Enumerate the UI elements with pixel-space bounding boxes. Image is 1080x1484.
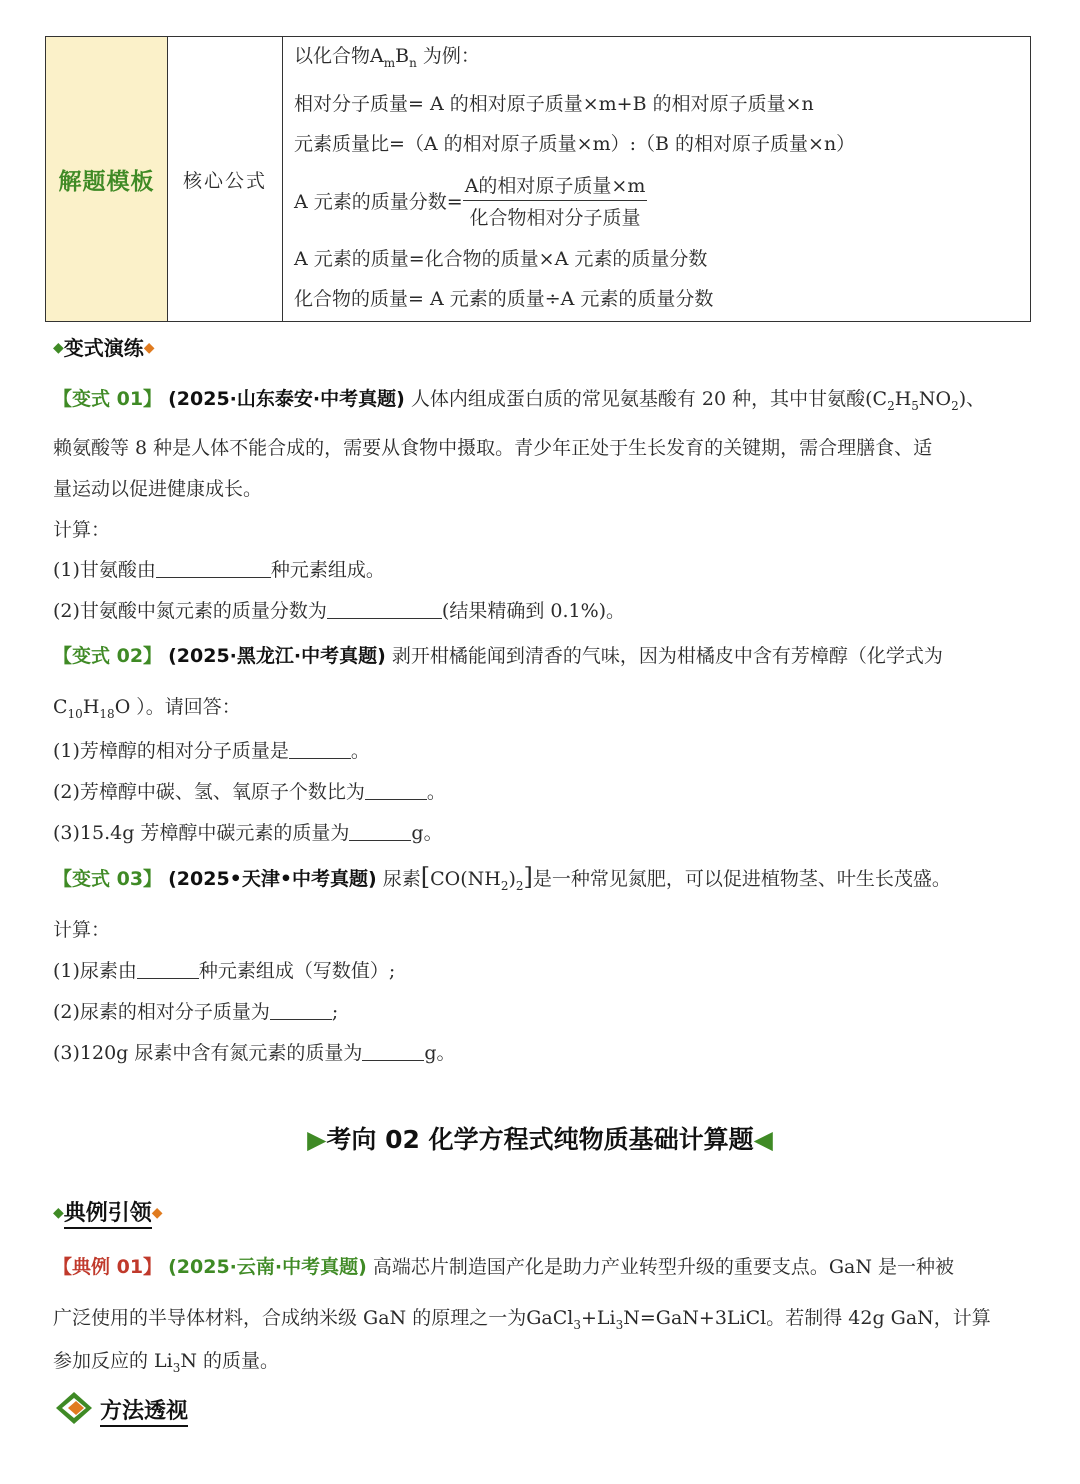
answer-blank[interactable] xyxy=(270,1001,332,1020)
formula-mass-ratio: 元素质量比=（A 的相对原子质量×m）:（B 的相对原子质量×n） xyxy=(294,133,856,155)
v1-question-2: (2)甘氨酸中氮元素的质量分数为 (结果精确到 0.1%)。 xyxy=(53,600,626,622)
answer-blank[interactable] xyxy=(349,822,411,841)
e1-line3: 参加反应的 $Li_3N$ 的质量。 xyxy=(53,1350,280,1375)
method-section-title: 方法透视 xyxy=(100,1394,188,1425)
e1-line2: 广泛使用的半导体材料，合成纳米级 GaN 的原理之一为$GaCl_3+Li_3N=GaN+3LiCl$。若制得 42g GaN，计算 xyxy=(53,1307,991,1332)
formula-mass-fraction: A 元素的质量分数= $\frac{\text{A的相对原子质量×m}}{\text{化合物相对分子质量}}$ xyxy=(294,171,647,230)
formula-element-mass: A 元素的质量=化合物的质量×A 元素的质量分数 xyxy=(294,248,708,270)
practice-section-title: ◆变式演练◆ xyxy=(53,336,155,360)
answer-blank[interactable] xyxy=(156,559,271,578)
v1-line3: 量运动以促进健康成长。 xyxy=(53,478,263,500)
v1-question-1: (1)甘氨酸由 种元素组成。 xyxy=(53,559,385,581)
fraction: $\frac{\text{A的相对原子质量×m}}{\text{化合物相对分子质量}}$ xyxy=(463,171,648,230)
answer-blank[interactable] xyxy=(365,781,427,800)
formula-table xyxy=(45,36,1031,322)
v3-question-2: (2)尿素的相对分子质量为 ; xyxy=(53,1001,339,1023)
diamond-icon: ◆ xyxy=(53,1205,64,1221)
v2-question-3: (3)15.4g 芳樟醇中碳元素的质量为 g。 xyxy=(53,822,443,844)
core-formula-label: 核心公式 xyxy=(182,169,267,192)
answer-blank[interactable] xyxy=(327,600,442,619)
answer-blank[interactable] xyxy=(362,1042,424,1061)
v1-line1: 【变式 01】 (2025·山东泰安·中考真题) 人体内组成蛋白质的常见氨基酸有 20 种，其中甘氨酸$(C_2H_5NO_2)$、 xyxy=(53,388,986,413)
v2-question-1: (1)芳樟醇的相对分子质量是 。 xyxy=(53,740,370,762)
answer-blank[interactable] xyxy=(137,960,199,979)
diamond-icon: ◆ xyxy=(151,1205,163,1221)
template-label: 解题模板 xyxy=(58,168,155,195)
arrow-left-icon: ◀ xyxy=(753,1125,773,1154)
v3-calc: 计算： xyxy=(53,919,111,941)
v2-line2: $C_{10}H_{18}O$ ）。请回答： xyxy=(53,696,241,721)
diamond-icon: ◆ xyxy=(143,340,155,356)
arrow-right-icon: ▶ xyxy=(307,1125,327,1154)
v1-line2: 赖氨酸等 8 种是人体不能合成的，需要从食物中摄取。青少年正处于生长发育的关键期，需合理膳食、适 xyxy=(53,437,933,459)
formula-intro: 以化合物$A_mB_n$ 为例： xyxy=(294,45,480,70)
section-heading: ▶考向 02 化学方程式纯物质基础计算题◀ xyxy=(307,1125,773,1154)
answer-blank[interactable] xyxy=(289,740,351,759)
template-cell xyxy=(46,37,168,321)
v2-question-2: (2)芳樟醇中碳、氢、氧原子个数比为 。 xyxy=(53,781,446,803)
core-formula-cell xyxy=(168,37,283,321)
v3-line1: 【变式 03】 (2025•天津•中考真题) 尿素$[CO(NH_2)_2]$是一种常见氮肥，可以促进植物茎、叶生长茂盛。 xyxy=(53,863,951,893)
diamond-icon: ◆ xyxy=(53,340,64,356)
formula-compound-mass: 化合物的质量= A 元素的质量÷A 元素的质量分数 xyxy=(294,288,714,310)
example-section-title: ◆典例引领◆ xyxy=(53,1196,163,1227)
diamond-logo-icon xyxy=(54,1390,94,1426)
e1-line1: 【典例 01】 (2025·云南·中考真题) 高端芯片制造国产化是助力产业转型升级的重要支点。GaN 是一种被 xyxy=(53,1256,955,1278)
formula-relative-mass: 相对分子质量= A 的相对原子质量×m+B 的相对原子质量×n xyxy=(294,93,814,115)
v3-question-3: (3)120g 尿素中含有氮元素的质量为 g。 xyxy=(53,1042,456,1064)
v3-question-1: (1)尿素由 种元素组成（写数值）; xyxy=(53,960,396,982)
v1-calc: 计算： xyxy=(53,519,111,541)
v2-line1: 【变式 02】 (2025·黑龙江·中考真题) 剥开柑橘能闻到清香的气味，因为柑橘皮中含有芳樟醇（化学式为 xyxy=(53,645,943,667)
